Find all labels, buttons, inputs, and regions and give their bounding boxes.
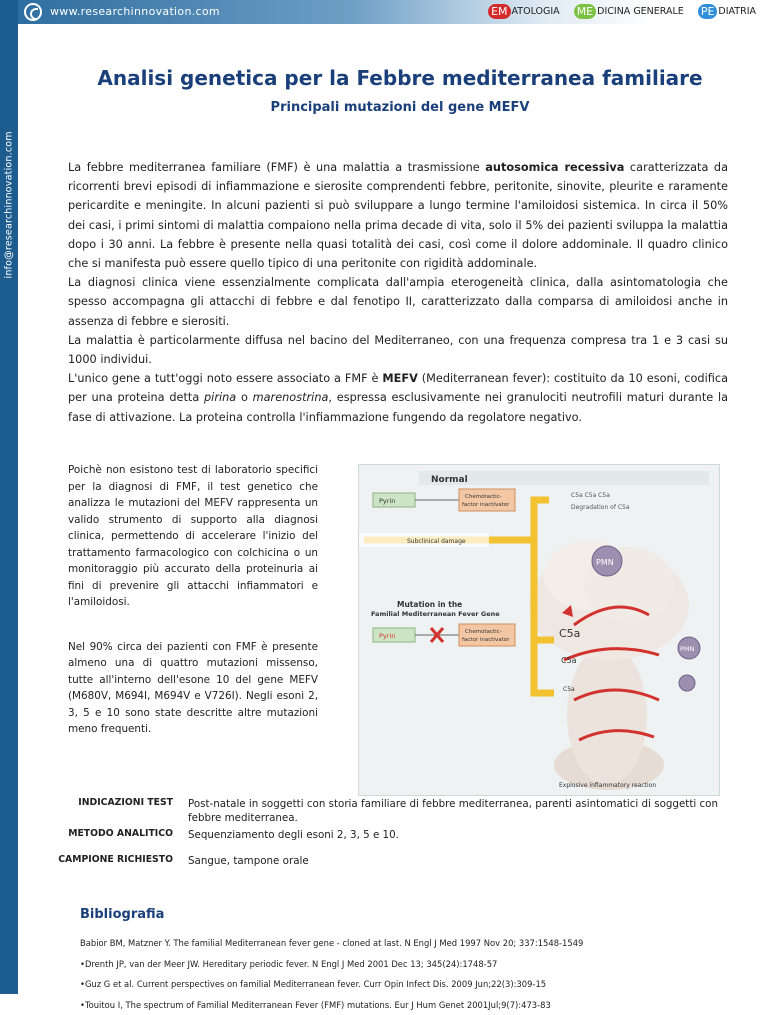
intro-paragraph-3: La malattia è particolarmente diffusa nel bacino del Mediterraneo, con una frequenza compresa tra 1 e 3 casi su 1000 individui. <box>68 331 728 369</box>
bibliography-list <box>80 933 750 1015</box>
c5a-small-label: C5a <box>563 686 575 693</box>
fmf-mechanism-figure <box>358 464 720 796</box>
normal-label: Normal <box>431 475 468 485</box>
chemotactic-label-1: Chemotactic- <box>465 494 502 500</box>
pyrin-label-mutated: Pyrin <box>379 632 395 640</box>
category-medicina-generale[interactable] <box>574 4 684 19</box>
explosive-label: Explosive inflammatory reaction <box>559 782 656 789</box>
subclinical-label: Subclinical damage <box>407 538 466 545</box>
intro-paragraph-1: La febbre mediterranea familiare (FMF) è una malattia a trasmissione autosomica recessiva caratterizzata da ricorrenti brevi episodi di infiammazione e sierosite comprendenti febbre, peritonite, sinovite, pleurite e raramente pericardite e meningite. In alcuni pazienti si può sviluppare a lungo termine l'amiloidosi sistemica. In circa il 50% dei casi, i primi sintomi di malattia compaiono nella prima decade di vita, solo il 5% dei pazienti sviluppa la malattia dopo i 30 anni. La febbre è presente nella quasi totalità dei casi, così come il dolore addominale. Il quadro clinico che si manifesta può essere quello tipico di una peritonite con rigidità addominale. <box>68 158 728 273</box>
category-label: DICINA GENERALE <box>597 6 684 17</box>
pmn-label: PMN <box>680 645 695 653</box>
intro-paragraph-4: L'unico gene a tutt'oggi noto essere associato a FMF è MEFV (Mediterranean fever): costituito da 10 esoni, codifica per una proteina detta pirina o marenostrina, espressa esclusivamente nei granulociti neutrofili maturi durante la fase di attivazione. La proteina controlla l'infiammazione fungendo da regolatore negativo. <box>68 369 728 427</box>
fmf-diagram <box>359 465 719 795</box>
category-list <box>488 4 756 19</box>
c5a-row-label: C5a C5a C5a <box>571 492 610 499</box>
c5a-large-label: C5a <box>559 627 580 640</box>
chemotactic-label-2: factor inactivator <box>462 502 510 508</box>
mutation-label-2: Familial Mediterranean Fever Gene <box>371 610 500 618</box>
site-url[interactable]: www.researchinnovation.com <box>50 5 220 18</box>
chemotactic-label-1: Chemotactic- <box>465 629 502 635</box>
intro-paragraph-2: La diagnosi clinica viene essenzialmente complicata dall'ampia eterogeneità clinica, dalla asintomatologia che spesso accompagna gli attacchi di febbre e dal fenotipo II, caratterizzato dalla comparsa di amiloidosi anche in assenza di febbre e sierositi. <box>68 273 728 331</box>
info-value: Post-natale in soggetti con storia familiare di febbre mediterranea, parenti asintomatici di soggetti con febbre mediterranea. <box>188 797 748 825</box>
test-paragraph-2: Nel 90% circa dei pazienti con FMF è presente almeno una di quattro mutazioni missenso, tutte all'interno dell'esone 10 del gene MEFV (M680V, M694I, M694V e V726I). Negli esoni 2, 3, 5 e 10 sono state descritte altre mutazioni meno frequenti. <box>68 639 318 738</box>
category-badge: ME <box>574 4 596 19</box>
intro-text <box>68 158 728 427</box>
page-subtitle: Principali mutazioni del gene MEFV <box>60 100 740 115</box>
pyrin-label: Pyrin <box>379 497 395 505</box>
mutation-label-1: Mutation in the <box>397 600 462 609</box>
reference-item: •Guz G et al. Current perspectives on familial Mediterranean fever. Curr Opin Infect Dis. 2009 Jun;22(3):309-15 <box>80 974 750 995</box>
reference-item: Babior BM, Matzner Y. The familial Mediterranean fever gene - cloned at last. N Engl J Med 1997 Nov 20; 337:1548-1549 <box>80 933 750 954</box>
category-badge: PE <box>698 4 718 19</box>
reference-item: •Touitou I, The spectrum of Familial Mediterranean Fever (FMF) mutations. Eur J Hum Genet 2001Jul;9(7):473-83 <box>80 995 750 1015</box>
info-label: INDICAZIONI TEST <box>78 797 173 808</box>
pmn-label: PMN <box>596 558 614 567</box>
test-paragraph-1: Poichè non esistono test di laboratorio specifici per la diagnosi di FMF, il test genetico che analizza le mutazioni del MEFV rappresenta un valido strumento di supporto alla diagnosi clinica, permettendo di accelerare l'inizio del trattamento farmacologico con colchicina o un monitoraggio più accurato della proteinuria ai fini di prevenire gli attacchi infiammatori e l'amiloidosi. <box>68 462 318 611</box>
logo-icon <box>24 3 42 21</box>
reference-item: •Drenth JP, van der Meer JW. Hereditary periodic fever. N Engl J Med 2001 Dec 13; 345(24):1748-57 <box>80 954 750 975</box>
bibliography-title: Bibliografia <box>80 907 164 922</box>
category-badge: EM <box>488 4 510 19</box>
side-email: info@researchinnovation.com <box>2 150 16 280</box>
chemotactic-label-2: factor inactivator <box>462 637 510 643</box>
category-label: DIATRIA <box>718 6 756 17</box>
category-ematologia[interactable] <box>488 4 560 19</box>
info-label: CAMPIONE RICHIESTO <box>58 854 173 865</box>
test-description <box>68 462 318 766</box>
page-title: Analisi genetica per la Febbre mediterranea familiare <box>60 66 740 90</box>
category-pediatria[interactable] <box>698 4 756 19</box>
info-label: METODO ANALITICO <box>68 828 173 839</box>
info-value: Sangue, tampone orale <box>188 854 748 868</box>
degradation-label: Degradation of C5a <box>571 504 630 511</box>
c5a-medium-label: C5a <box>561 656 577 665</box>
category-label: ATOLOGIA <box>512 6 560 17</box>
info-value: Sequenziamento degli esoni 2, 3, 5 e 10. <box>188 828 748 842</box>
pmn-cell-icon <box>679 675 695 691</box>
